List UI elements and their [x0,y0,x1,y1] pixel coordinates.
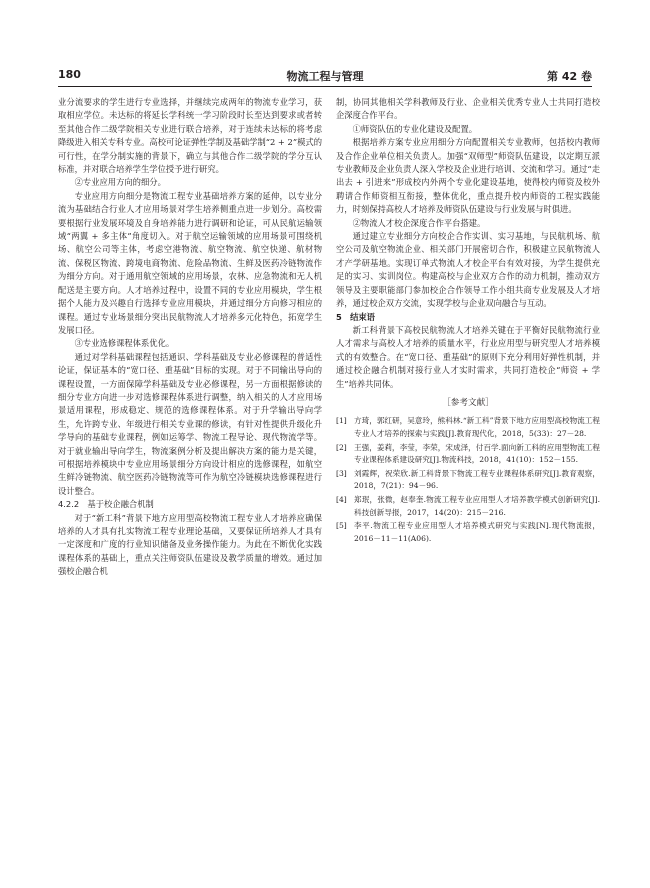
reference-number: [3] [336,468,347,478]
reference-number: [1] [336,416,347,426]
reference-text: 郑珉，张微，赵奉奎.物流工程专业应用型人才培养教学模式创新研究[J].科技创新导报，2017，14(20)：215－216. [354,494,600,517]
paragraph: ③专业选修课程体系优化。 [74,338,175,349]
reference-text: 方琦，郭红研，吴意玲，熊科林.“新工科”背景下地方应用型高校物流工程专业人才培养的探索与实践[J].教育现代化，2018，5(33)：27－28. [354,416,600,438]
reference-item [336,442,600,467]
volume-label: 第 42 卷 [547,70,592,83]
reference-number: [5] [336,521,347,531]
conclusion-heading: 5 结束语 [336,311,375,322]
reference-item [336,494,600,519]
reference-item [336,468,600,493]
reference-item [336,520,600,545]
paragraph: 通过建立专业细分方向校企合作实训、实习基地，与民航机场、航空公司及航空物流企业、相关部门开展密切合作，积极建立民航物流人才产学研基地。实现订单式物流人才校企平台有效对接，为学生提供充足的实习、实训岗位。构建高校与企业双方合作的动力机制，推动双方领导及主要职能部门参加校企合作领导工作小组共商专业发展及人才培养，通过校企双方交流，实现学校与企业双向融合与互动。 [336,231,600,309]
journal-title: 物流工程与管理 [286,70,364,83]
right-column [336,96,600,546]
reference-item [336,415,600,440]
references-list [336,415,600,545]
paragraph: 业分流要求的学生进行专业选择，并继续完成两年的物流专业学习，获取相应学位。未达标的将延长学科统一学习阶段时长至达到要求或者转至其他合作二级学院相关专业进行联合培养，对于连续未达标的将考虑降级进入相关专科专业。高校可论证弹性学制及基础学制“2 + 2”模式的可行性，在学分制实施的背景下，确立与其他合作二级学院的学分互认标准，并对联合培养学生学位授予进行研究。 [58,97,322,175]
section-heading: 4.2.2 基于校企融合机制 [58,499,154,510]
reference-number: [4] [336,494,347,504]
conclusion-paragraph: 新工科背景下高校民航物流人才培养关键在于平衡好民航物流行业人才需求与高校人才培养的质量水平，行业应用型与研究型人才培养模式的有效整合。在“宽口径、重基础”的原则下充分利用好弹性机制，并通过校企融合机制对接行业人才实时需求，共同打造校企“师资 + 学生”培养共同体。 [336,324,600,389]
reference-text: 王强，姜莉，李莹，李荣，宋成泽，付百学.面向新工科的应用型物流工程专业课程体系建设研究[J].物流科技，2018，41(10)：152－155. [354,442,600,465]
paragraph: 根据培养方案专业应用细分方向配置相关专业教师，包括校内教师及合作企业单位相关负责人。加强“双师型”师资队伍建设，以定期互派专业教师及企业负责人深入学校及企业进行培训、交流和学习。通过“走出去 + 引进来”形成校内外两个专业化建设基地，使得校内师资及校外聘请合作师资相互衔接，整体优化，重点提升校内师资的工程实践能力，时刻保持高校人才培养及师资队伍建设与行业发展与时俱进。 [336,137,600,215]
header-rule [58,86,592,87]
paragraph: 专业应用方向细分是物流工程专业基础培养方案的延伸，以专业分流为基础结合行业人才应用场景对学生培养侧重点进一步划分。高校需要根据行业发展环境及自身培养能力进行调研和论证，可从民航运输领域“两翼 + 多主体”角度切入。对于航空运输领域的应用场景可围绕机场、航空公司等主体，考虑空港物流、航空物流、航空快递、航材物流、保税区物流、跨境电商物流、危险品物流、生鲜及医药冷链物流作为细分方向。对于通用航空领域的应用场景，农林、应急物流和无人机配送是主要方向。人才培养过程中，设置不同的专业应用模块，学生根据个人能力及兴趣自行选择专业应用模块，并通过细分方向修习相应的课程。通过专业场景细分突出民航物流人才培养多元化特色，拓宽学生发展口径。 [58,190,322,335]
paragraph: 对于“新工科”背景下地方应用型高校物流工程专业人才培养应确保培养的人才具有扎实物流工程专业理论基础，又要保证所培养人才具有一定深度和广度的行业知识储备及业务操作能力。为此在不断优化实践课程体系的基础上，重点关注师资队伍建设及教学质量的增效。通过加强校企融合机 [58,512,322,577]
reference-number: [2] [336,442,347,452]
paragraph: 通过对学科基础课程包括通识、学科基础及专业必修课程的普适性论证，保证基本的“宽口径、重基础”目标的实现。对于不同输出导向的课程设置，一方面保障学科基础及专业必修课程，另一方面根据修读的细分专业方向进一步对选修课程体系进行调整，纳入相关的人才应用场景适用课程，形成稳定、规范的选修课程体系。对于升学输出导向学生，允许跨专业、年级进行相关专业课的修读，有针对性提供升级化升学导向的基础专业课程，例如运筹学、物流工程导论、现代物流学等。对于就业输出导向学生，物流案例分析及提出解决方案的能力是关键，可根据培养模块中专业应用场景细分方向设计相应的选修课程，如航空生鲜冷链物流、航空医药冷链物流等可作为航空冷链模块选修课程进行设计整合。 [58,351,322,496]
reference-text: 李平.物流工程专业应用型人才培养模式研究与实践[N].现代物流报，2016－11－11(A06). [354,521,600,543]
references-title: ［参考文献］ [442,397,494,408]
paragraph: ②专业应用方向的细分。 [74,177,166,188]
paragraph: 制，协同其他相关学科教师及行业、企业相关优秀专业人士共同打造校企深度合作平台。 [336,97,600,121]
left-column [58,96,322,579]
running-header [58,68,592,84]
paragraph: ②物流人才校企深度合作平台搭建。 [352,217,486,228]
paragraph: ①师资队伍的专业化建设及配置。 [352,123,478,134]
page-number: 180 [58,68,81,81]
reference-text: 刘霞辉，祝荣欣.新工科背景下物流工程专业课程体系研究[J].教育观察，2018，7(21)：94－96. [354,468,600,491]
